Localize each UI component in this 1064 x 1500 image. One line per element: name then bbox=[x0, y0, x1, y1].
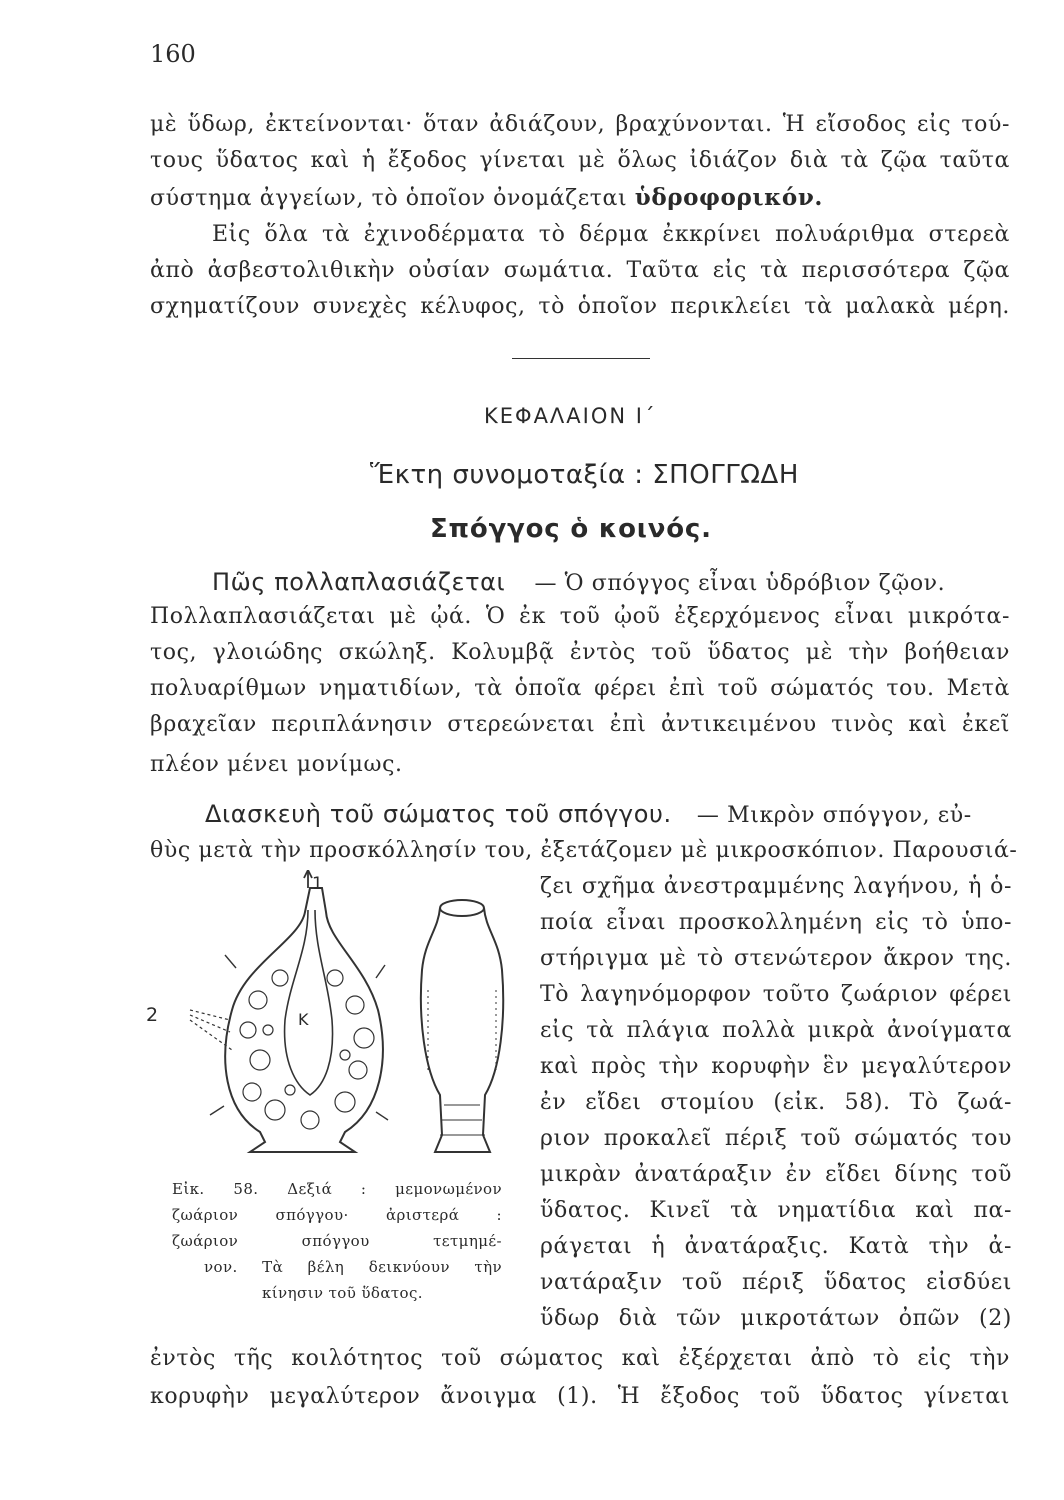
body-line: σύστημα ἀγγείων, τὸ ὁποῖον ὀνομάζεται bbox=[150, 186, 628, 211]
figure-caption-line: κίνησιν τοῦ ὕδατος. bbox=[262, 1284, 423, 1302]
page-number: 160 bbox=[150, 40, 196, 68]
section-heading-reproduction: Πῶς πολλαπλασιάζεται bbox=[212, 568, 506, 596]
chapter-label: ΚΕΦΑΛΑΙΟΝ Ι΄ bbox=[484, 404, 657, 428]
body-line: νατάραξιν τοῦ πέριξ ὕδατος εἰσδύει bbox=[540, 1270, 1012, 1295]
body-line: ἐντὸς τῆς κοιλότητος τοῦ σώματος καὶ ἐξέρχεται ἀπὸ τὸ εἰς τὴν bbox=[150, 1346, 1010, 1371]
body-line: — Μικρὸν σπόγγον, εὐ- bbox=[696, 803, 972, 828]
body-line: θὺς μετὰ τὴν προσκόλλησίν του, ἐξετάζομεν μὲ μικροσκόπιον. Παρουσιά- bbox=[150, 838, 1018, 863]
body-line: ὕδατος. Κινεῖ τὰ νηματίδια καὶ πα- bbox=[540, 1198, 1012, 1223]
figure-caption-line: Εἰκ. 58. Δεξιά : μεμονωμένον bbox=[172, 1180, 502, 1198]
figure-caption-line: ζωάριον σπόγγου τετμημέ- bbox=[172, 1232, 502, 1250]
whole-sponge-drawing bbox=[421, 900, 503, 1152]
body-line: τους ὕδατος καὶ ἡ ἔξοδος γίνεται μὲ ὅλως ἰδιάζον διὰ τὰ ζῷα ταῦτα bbox=[150, 148, 1010, 173]
term-hydrophoric: ὑδροφορικόν. bbox=[634, 184, 824, 211]
body-line: καὶ πρὸς τὴν κορυφὴν ἓν μεγαλύτερον bbox=[540, 1054, 1012, 1079]
chapter-subtitle: Ἕκτη συνομοταξία : ΣΠΟΓΓΩΔΗ bbox=[370, 460, 799, 490]
body-line: βραχεῖαν περιπλάνησιν στερεώνεται ἐπὶ ἀντικειμένου τινὸς καὶ ἐκεῖ bbox=[150, 712, 1010, 737]
section-heading-structure: Διασκευὴ τοῦ σώματος τοῦ σπόγγου. bbox=[205, 800, 672, 828]
body-line: ριον προκαλεῖ πέριξ τοῦ σώματός του bbox=[540, 1126, 1012, 1151]
body-line: στήριγμα μὲ τὸ στενώτερον ἄκρον της. bbox=[540, 946, 1012, 971]
body-line: μὲ ὕδωρ, ἐκτείνονται· ὅταν ἀδιάζουν, βραχύνονται. Ἡ εἴσοδος εἰς τού- bbox=[150, 112, 1010, 137]
body-line: ποία εἶναι προσκολλημένη εἰς τὸ ὑπο- bbox=[540, 910, 1012, 935]
body-line: πολυαρίθμων νηματιδίων, τὰ ὁποῖα φέρει ἐπὶ τοῦ σώματός του. Μετὰ bbox=[150, 676, 1010, 701]
body-line: Εἰς ὅλα τὰ ἐχινοδέρματα τὸ δέρμα ἐκκρίνει πολυάριθμα στερεὰ bbox=[212, 222, 1010, 247]
body-line: εἰς τὰ πλάγια πολλὰ μικρὰ ἀνοίγματα bbox=[540, 1018, 1012, 1043]
body-line: πλέον μένει μονίμως. bbox=[150, 752, 403, 777]
body-line: ράγεται ἡ ἀνατάραξις. Κατὰ τὴν ἀ- bbox=[540, 1234, 1012, 1259]
sponge-illustration bbox=[140, 870, 540, 1170]
figure-58 bbox=[140, 870, 540, 1170]
body-line: μικρὰν ἀνατάραξιν ἐν εἴδει δίνης τοῦ bbox=[540, 1162, 1012, 1187]
figure-caption-line: νον. Τὰ βέλη δεικνύουν τὴν bbox=[204, 1258, 502, 1276]
body-line: ἐν εἴδει στομίου (εἰκ. 58). Τὸ ζωά- bbox=[540, 1090, 1012, 1115]
body-line: Πολλαπλασιάζεται μὲ ᾠά. Ὁ ἐκ τοῦ ᾠοῦ ἐξερχόμενος εἶναι μικρότα- bbox=[150, 604, 1010, 629]
body-line: Τὸ λαγηνόμορφον τοῦτο ζωάριον φέρει bbox=[540, 982, 1012, 1007]
body-line: ζει σχῆμα ἀνεστραμμένης λαγήνου, ἡ ὁ- bbox=[540, 874, 1012, 899]
body-line: ὕδωρ διὰ τῶν μικροτάτων ὀπῶν (2) bbox=[540, 1306, 1012, 1331]
cut-sponge-drawing bbox=[190, 870, 388, 1152]
body-line: σχηματίζουν συνεχὲς κέλυφος, τὸ ὁποῖον περικλείει τὰ μαλακὰ μέρη. bbox=[150, 294, 1010, 319]
body-line: ἀπὸ ἀσβεστολιθικὴν οὐσίαν σωμάτια. Ταῦτα εἰς τὰ περισσότερα ζῷα bbox=[150, 258, 1010, 283]
chapter-title: Σπόγγος ὁ κοινός. bbox=[430, 514, 712, 544]
body-line: — Ὁ σπόγγος εἶναι ὑδρόβιον ζῷον. bbox=[534, 571, 946, 596]
body-line: κορυφὴν μεγαλύτερον ἄνοιγμα (1). Ἡ ἔξοδος τοῦ ὕδατος γίνεται bbox=[150, 1384, 1010, 1409]
figure-label-k: K bbox=[298, 1010, 309, 1029]
body-line: τος, γλοιώδης σκώληξ. Κολυμβᾷ ἐντὸς τοῦ ὕδατος μὲ τὴν βοήθειαν bbox=[150, 640, 1010, 665]
figure-label-1: 1 bbox=[312, 874, 323, 894]
section-divider bbox=[512, 358, 650, 359]
figure-caption-line: ζωάριον σπόγγου· ἀριστερά : bbox=[172, 1206, 502, 1224]
figure-label-2: 2 bbox=[146, 1004, 159, 1026]
